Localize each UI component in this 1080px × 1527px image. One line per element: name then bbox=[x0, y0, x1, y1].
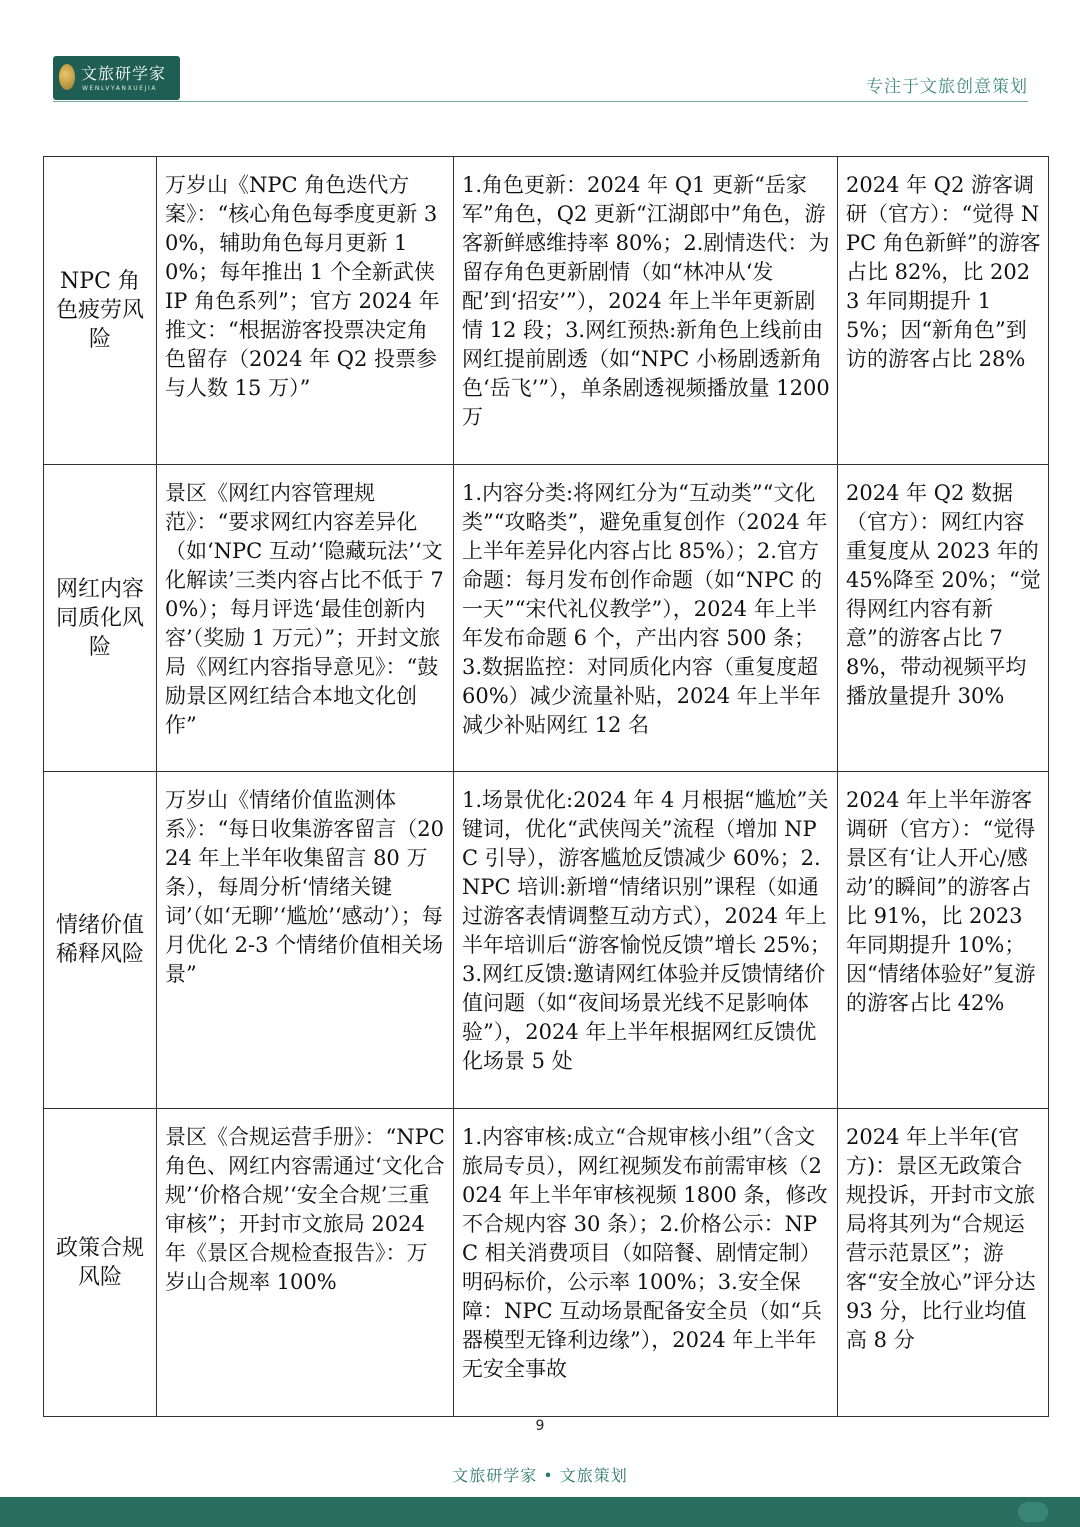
table-row bbox=[44, 465, 1049, 772]
page-header bbox=[0, 0, 1080, 110]
measures-cell: 万岁山《情绪价值监测体系》：“每日收集游客留言（2024 年上半年收集留言 80 万条），每周分析‘情绪关键词’（如‘无聊’‘尴尬’‘感动’）；每月优化 2-3 个情绪价值相关场景” bbox=[157, 772, 454, 1109]
measures-cell: 景区《合规运营手册》：“NPC 角色、网红内容需通过‘文化合规’‘价格合规’‘安全合规’三重审核”；开封市文旅局 2024 年《景区合规检查报告》：万岁山合规率 100% bbox=[157, 1109, 454, 1417]
table-row bbox=[44, 157, 1049, 465]
results-cell: 2024 年 Q2 游客调研（官方）：“觉得 NPC 角色新鲜”的游客占比 82%，比 2023 年同期提升 15%；因“新角色”到访的游客占比 28% bbox=[838, 157, 1049, 465]
risk-name-cell: NPC 角色疲劳风险 bbox=[44, 157, 157, 465]
actions-cell: 1.内容分类:将网红分为“互动类”“文化类”“攻略类”，避免重复创作（2024 年上半年差异化内容占比 85%）；2.官方命题：每月发布创作命题（如“NPC 的一天”“宋代礼仪教学”），2024 年上半年发布命题 6 个，产出内容 500 条；3.数据监控：对同质化内容（重复度超 60%）减少流量补贴，2024 年上半年减少补贴网红 12 名 bbox=[454, 465, 838, 772]
page-number: 9 bbox=[535, 1418, 545, 1434]
brand-logo bbox=[53, 56, 180, 100]
footer-bar bbox=[0, 1497, 1080, 1527]
results-cell: 2024 年上半年(官方)：景区无政策合规投诉，开封市文旅局将其列为“合规运营示范景区”；游客“安全放心”评分达 93 分，比行业均值高 8 分 bbox=[838, 1109, 1049, 1417]
results-cell: 2024 年 Q2 数据（官方）：网红内容重复度从 2023 年的45%降至 20%；“觉得网红内容有新意”的游客占比 78%，带动视频平均播放量提升 30% bbox=[838, 465, 1049, 772]
results-cell: 2024 年上半年游客调研（官方）：“觉得景区有‘让人开心/感动’的瞬间”的游客占比 91%，比 2023 年同期提升 10%；因“情绪体验好”复游的游客占比 42% bbox=[838, 772, 1049, 1109]
watermark-icon bbox=[1018, 1502, 1048, 1522]
actions-cell: 1.内容审核:成立“合规审核小组”（含文旅局专员），网红视频发布前需审核（2024 年上半年审核视频 1800 条，修改不合规内容 30 条）；2.价格公示：NPC 相关消费项目（如陪餐、剧情定制）明码标价，公示率 100%；3.安全保障：NPC 互动场景配备安全员（如“兵器模型无锋利边缘”），2024 年上半年无安全事故 bbox=[454, 1109, 838, 1417]
table-row bbox=[44, 772, 1049, 1109]
risk-name-cell: 情绪价值稀释风险 bbox=[44, 772, 157, 1109]
table-row bbox=[44, 1109, 1049, 1417]
footer-text: 文旅研学家 • 文旅策划 bbox=[452, 1466, 628, 1485]
measures-cell: 景区《网红内容管理规范》：“要求网红内容差异化（如‘NPC 互动’‘隐藏玩法’‘文化解读’三类内容占比不低于 70%）；每月评选‘最佳创新内容’（奖励 1 万元）”；开封文旅局《网红内容指导意见》：“鼓励景区网红结合本地文化创作” bbox=[157, 465, 454, 772]
risk-name-cell: 网红内容同质化风险 bbox=[44, 465, 157, 772]
actions-cell: 1.场景优化:2024 年 4 月根据“尴尬”关键词，优化“武侠闯关”流程（增加 NPC 引导），游客尴尬反馈减少 60%；2.NPC 培训:新增“情绪识别”课程（如通过游客表情调整互动方式），2024 年上半年培训后“游客愉悦反馈”增长 25%；3.网红反馈:邀请网红体验并反馈情绪价值问题（如“夜间场景光线不足影响体验”），2024 年上半年根据网红反馈优化场景 5 处 bbox=[454, 772, 838, 1109]
risk-table bbox=[43, 156, 1049, 1417]
header-divider bbox=[53, 101, 1028, 102]
actions-cell: 1.角色更新：2024 年 Q1 更新“岳家军”角色，Q2 更新“江湖郎中”角色，游客新鲜感维持率 80%；2.剧情迭代：为留存角色更新剧情（如“林冲从‘发配’到‘招安’”），2024 年上半年更新剧情 12 段；3.网红预热:新角色上线前由网红提前剧透（如“NPC 小杨剧透新角色‘岳飞’”），单条剧透视频播放量 1200 万 bbox=[454, 157, 838, 465]
logo-emblem-icon bbox=[59, 64, 75, 90]
header-tagline: 专注于文旅创意策划 bbox=[866, 77, 1028, 97]
logo-pinyin: WENLVYANXUEJIA bbox=[82, 85, 158, 92]
logo-name: 文旅研学家 bbox=[81, 64, 167, 83]
risk-name-cell: 政策合规风险 bbox=[44, 1109, 157, 1417]
measures-cell: 万岁山《NPC 角色迭代方案》：“核心角色每季度更新 30%，辅助角色每月更新 10%；每年推出 1 个全新武侠 IP 角色系列”；官方 2024 年推文：“根据游客投票决定角色留存（2024 年 Q2 投票参与人数 15 万）” bbox=[157, 157, 454, 465]
